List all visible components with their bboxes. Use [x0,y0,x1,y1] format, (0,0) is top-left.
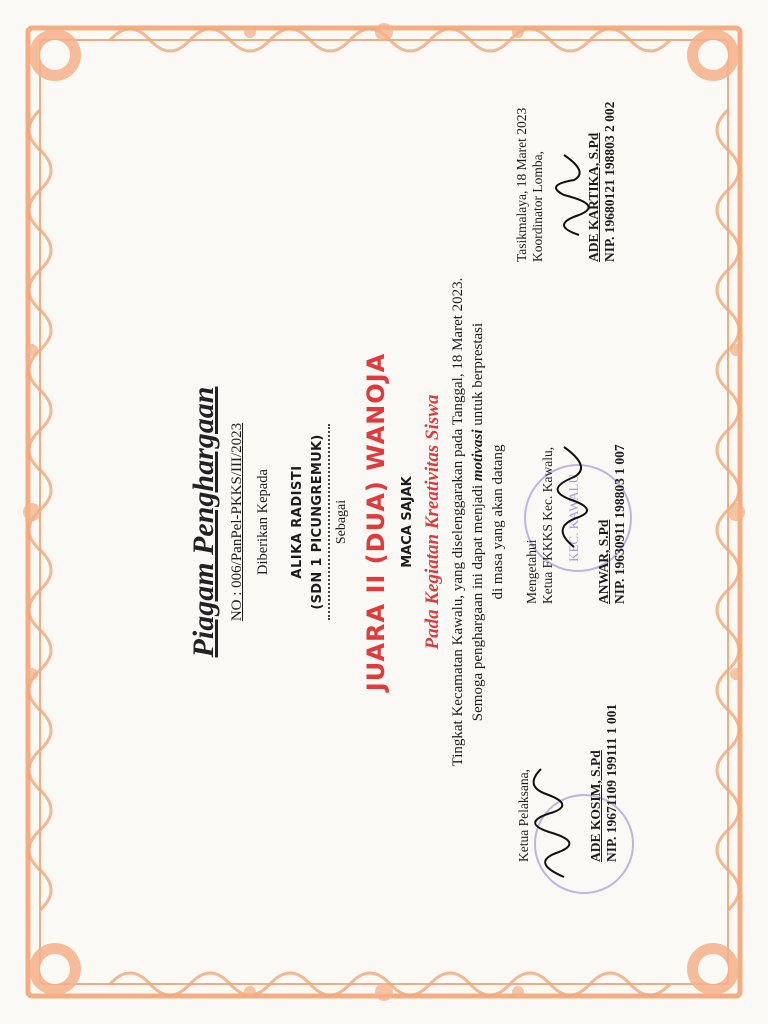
recipient-school [310,332,325,712]
left-role: Ketua Pelaksana, [516,769,531,862]
left-nip: NIP. 19671109 199111 1 001 [604,703,619,862]
given-to-label: Diberikan Kepada [255,469,271,575]
description-line-2-pre: Semoga penghargaan ini dapat menjadi [470,481,486,722]
middle-role: Ketua FKKKS Kec. Kawalu, [540,446,555,604]
left-name: ADE KOSIM, S.Pd [588,750,603,862]
as-label: Sebagai [334,499,349,545]
description-line-1: Tingkat Kecamatan Kawalu, yang diselenggarakan pada Tanggal, 18 Maret 2023. [450,277,466,767]
description-line-2-emphasis: motivasi [470,429,486,482]
signature-block-right [514,102,618,262]
middle-pre: Mengetahui [524,539,539,604]
certificate-number: NO : 006/PanPel-PKKS/III/2023 [229,422,245,622]
recipient-school-text: (SDN 1 PICUNGREMUK) [310,424,330,619]
description-line-3: di masa yang akan datang [490,444,506,600]
description-line-2 [470,242,487,802]
middle-nip: NIP. 19630911 198803 1 007 [612,444,627,604]
recipient-name: ALIKA RADISTI [290,465,305,579]
award-title: JUARA II (DUA) WANOJA [362,352,390,692]
description-line-2-post: untuk berprestasi [470,322,486,430]
signature-block-left [516,704,620,862]
right-nip: NIP. 19680121 198803 2 002 [602,101,617,262]
right-role: Koordinator Lomba, [530,151,545,262]
competition-name: MACA SAJAK [400,476,415,568]
signature-block-middle [524,444,628,604]
right-name: ADE KARTIKA, S.Pd [586,132,601,262]
certificate-body [104,72,664,952]
right-place-date: Tasikmalaya, 18 Maret 2023 [514,107,529,262]
certificate-title: Piagam Penghargaan [187,386,220,658]
middle-name: ANWAR, S.Pd [596,519,611,604]
stamp-middle-text: KEC. KAWALU [566,474,581,562]
event-name: Pada Kegiatan Kreativitas Siswa [422,394,443,650]
